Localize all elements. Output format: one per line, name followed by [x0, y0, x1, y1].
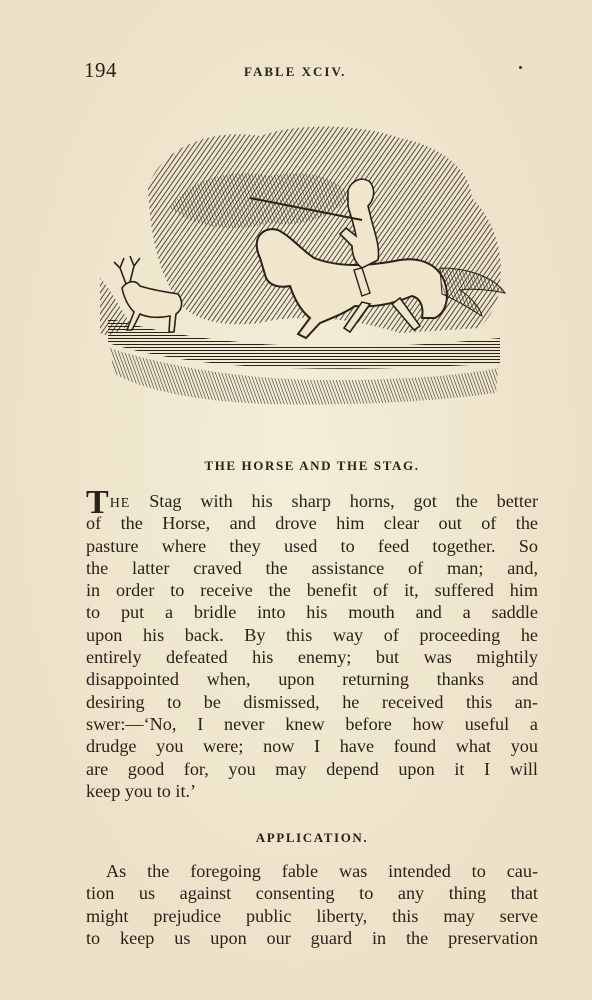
application-text [86, 860, 538, 949]
page-number: 194 [84, 58, 117, 82]
text-line: pasture where they used to feed together. So [86, 535, 538, 556]
text-line: As the foregoing fable was intended to cau- [106, 861, 538, 881]
first-word-rest: HE [109, 496, 131, 511]
fable-title: THE HORSE AND THE STAG. [204, 458, 420, 473]
text-line: entirely defeated his enemy; but was mightily [86, 647, 538, 668]
text-line: desiring to be dismissed, he received this an- [86, 691, 538, 712]
text-line: drudge you were; now I have found what you [86, 736, 538, 757]
drop-cap: T [86, 484, 109, 521]
text-line: THE Stag with his sharp horns, got the better [86, 484, 539, 521]
text-line: to keep us upon our guard in the preservation [86, 927, 538, 948]
application-heading: APPLICATION. [255, 830, 369, 845]
text-line: tion us against consenting to any thing that [86, 883, 538, 904]
text-line: disappointed when, upon returning thanks and [86, 669, 538, 690]
text-line: to put a bridle into his mouth and a saddle [86, 602, 538, 623]
text-line: swer:—‘No, I never knew before how useful a [86, 713, 538, 734]
text-line: the latter craved the assistance of man; and, [86, 557, 538, 578]
text-line: upon his back. By this way of proceeding he [86, 624, 538, 645]
page-header [84, 58, 540, 86]
text-line: of the Horse, and drove him clear out of the [86, 513, 538, 534]
text-line: are good for, you may depend upon it I will [86, 758, 538, 779]
ink-speck [519, 66, 522, 69]
text-line: keep you to it.’ [86, 780, 197, 801]
text-line: in order to receive the benefit of it, suffered him [86, 580, 538, 601]
fable-text [86, 484, 539, 802]
text-line: might prejudice public liberty, this may serve [86, 905, 538, 926]
running-head: FABLE XCIV. [244, 64, 347, 79]
woodcut-horse-rider-stag-icon [100, 118, 520, 418]
